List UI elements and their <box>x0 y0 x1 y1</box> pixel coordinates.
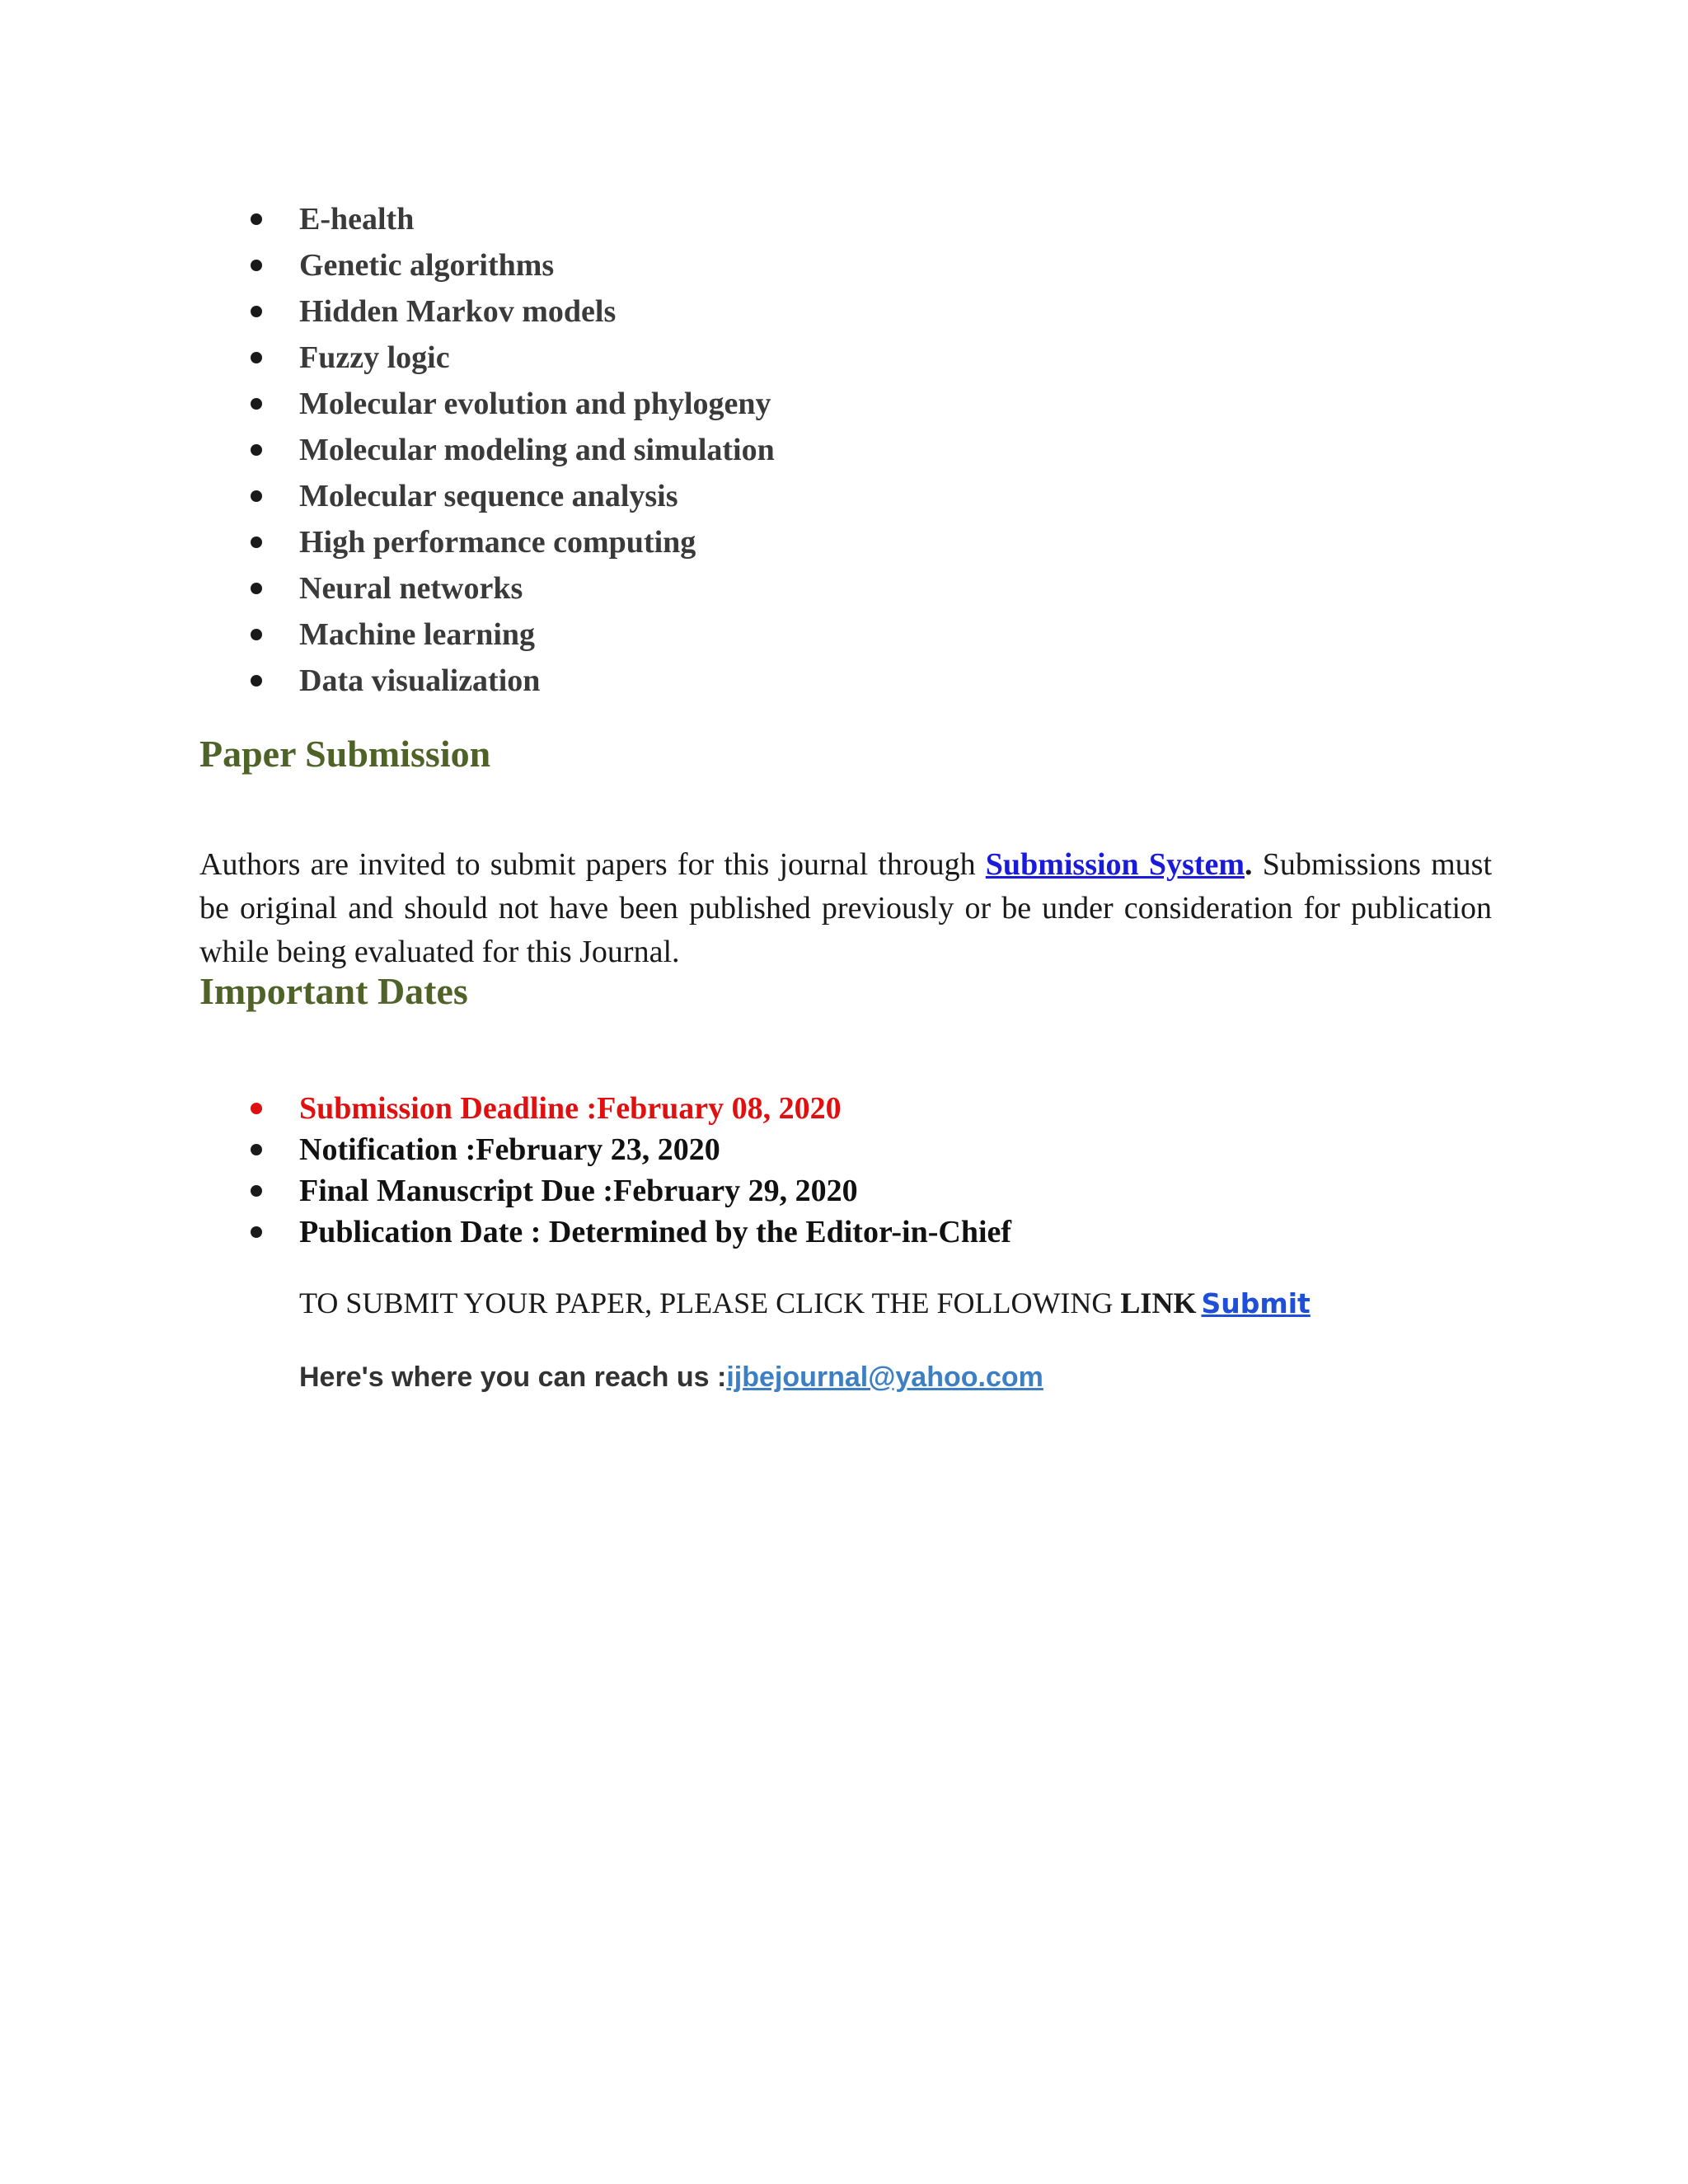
topic-label: High performance computing <box>299 525 696 560</box>
topic-item <box>199 612 775 658</box>
bullet-icon <box>251 1103 262 1114</box>
topics-list <box>199 196 775 704</box>
important-dates-list <box>199 1088 1011 1253</box>
paper-submission-heading: Paper Submission <box>199 733 491 775</box>
paragraph-text-end: Submissions must be original and should not have been published previously or be under consideration for publication while being evaluated for this Journal. <box>199 847 1493 969</box>
topic-item <box>199 196 775 242</box>
bullet-icon <box>251 352 262 363</box>
topic-label: E-health <box>299 202 415 237</box>
link-word: LINK <box>1120 1286 1197 1319</box>
date-label: Submission Deadline :February 08, 2020 <box>299 1091 842 1126</box>
bullet-icon <box>251 398 262 410</box>
topic-item <box>199 242 775 288</box>
bullet-icon <box>251 444 262 456</box>
contact-text: Here's where you can reach us : <box>299 1361 727 1393</box>
topic-label: Genetic algorithms <box>299 248 555 283</box>
paragraph-text-start: Authors are invited to submit papers for this journal through <box>199 847 986 882</box>
topic-item <box>199 658 775 704</box>
topic-item <box>199 473 775 519</box>
topic-label: Molecular modeling and simulation <box>299 433 775 467</box>
topic-item <box>199 565 775 612</box>
bullet-icon <box>251 260 262 271</box>
bullet-icon <box>251 1185 262 1197</box>
date-label: Notification :February 23, 2020 <box>299 1132 720 1167</box>
topic-item <box>199 335 775 381</box>
submission-system-link[interactable]: Submission System <box>985 847 1245 882</box>
bullet-icon <box>251 1144 262 1155</box>
topic-label: Molecular evolution and phylogeny <box>299 387 771 421</box>
contact-line <box>299 1361 1043 1394</box>
topic-item <box>199 381 775 427</box>
topic-label: Fuzzy logic <box>299 340 450 375</box>
bullet-icon <box>251 537 262 548</box>
link-period: . <box>1245 847 1253 882</box>
topic-label: Neural networks <box>299 571 523 606</box>
date-item-final-manuscript <box>199 1170 1011 1212</box>
submit-link[interactable]: Submit <box>1201 1287 1311 1319</box>
paper-submission-paragraph <box>199 843 1492 974</box>
date-item-notification <box>199 1129 1011 1170</box>
bullet-icon <box>251 1226 262 1238</box>
topic-label: Hidden Markov models <box>299 294 617 329</box>
topic-label: Molecular sequence analysis <box>299 479 678 513</box>
topic-label: Machine learning <box>299 617 536 652</box>
topic-item <box>199 288 775 335</box>
topic-item <box>199 519 775 565</box>
date-item-submission-deadline <box>199 1088 1011 1129</box>
topic-item <box>199 427 775 473</box>
bullet-icon <box>251 213 262 225</box>
email-link[interactable]: ijbejournal@yahoo.com <box>726 1361 1043 1393</box>
submit-instructions <box>299 1286 1311 1320</box>
bullet-icon <box>251 306 262 317</box>
bullet-icon <box>251 583 262 594</box>
date-item-publication <box>199 1212 1011 1253</box>
bullet-icon <box>251 629 262 640</box>
date-label: Publication Date : Determined by the Editor-in-Chief <box>299 1215 1012 1249</box>
important-dates-heading: Important Dates <box>199 970 468 1012</box>
submit-text: TO SUBMIT YOUR PAPER, PLEASE CLICK THE FOLLOWING <box>299 1286 1121 1319</box>
bullet-icon <box>251 675 262 687</box>
date-label: Final Manuscript Due :February 29, 2020 <box>299 1174 858 1208</box>
topic-label: Data visualization <box>299 663 541 698</box>
bullet-icon <box>251 490 262 502</box>
